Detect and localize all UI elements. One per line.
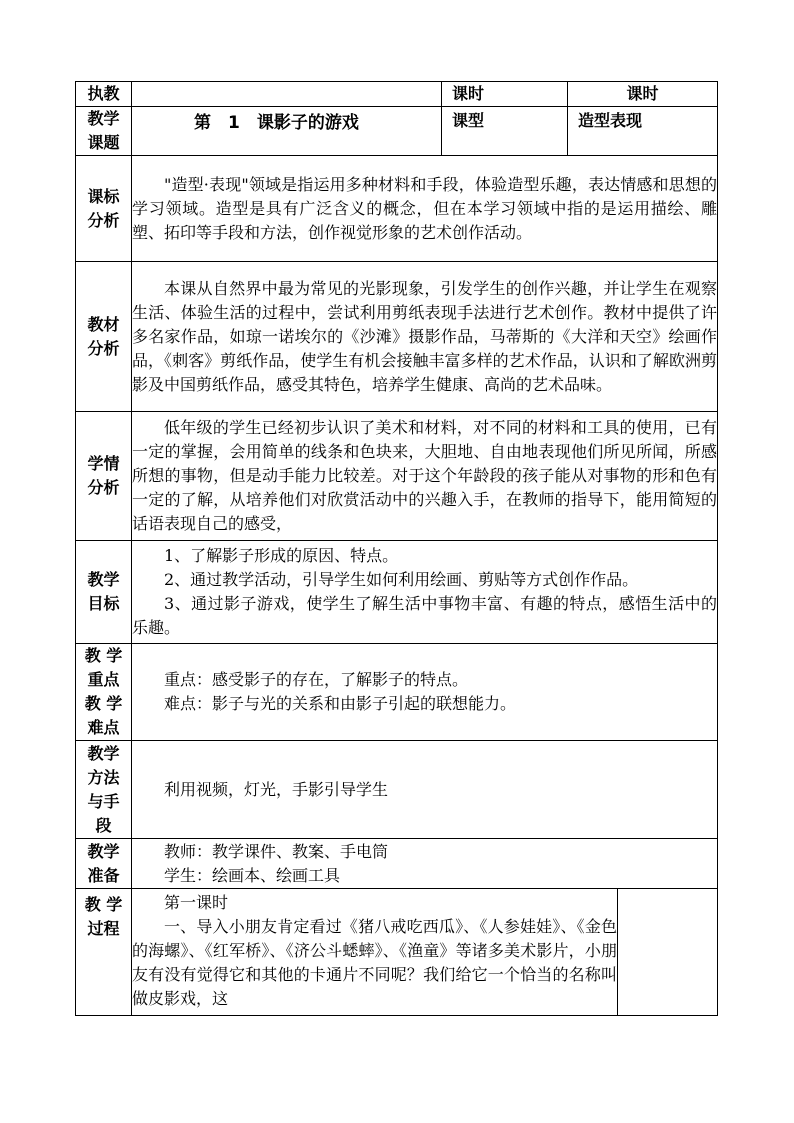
- material-text-cell: [132, 262, 718, 412]
- topic-label: [76, 107, 132, 156]
- label-line: 教 学: [84, 694, 123, 713]
- teacher-label: 执教: [76, 82, 132, 107]
- teacher-value: [132, 82, 442, 107]
- objective-item: 3、通过影子游戏，使学生了解生活中事物丰富、有趣的特点，感悟生活中的乐趣。: [132, 594, 718, 637]
- objective-item: 2、通过教学活动，引导学生如何利用绘画、剪贴等方式创作作品。: [164, 570, 639, 589]
- preparation-label: [76, 839, 132, 889]
- material-label: [76, 262, 132, 412]
- label-line: 方法: [87, 767, 120, 787]
- label-line: 课标: [87, 186, 120, 206]
- label-line: 教学: [87, 841, 120, 861]
- label-line: 目标: [87, 594, 120, 613]
- lesson-title-text: 第 1 课影子的游戏: [194, 113, 359, 133]
- objectives-label: [76, 541, 132, 644]
- period-label: 课时: [442, 82, 568, 107]
- process-text: 一、导入小朋友肯定看过《猪八戒吃西瓜》、《人参娃娃》、《金色的海螺》、《红军桥》、《济公斗蟋蟀》、《渔童》等诸多美术影片，小朋友有没有觉得它和其他的卡通片不同呢？我们给它一个恰当的名称叫做皮影戏，这: [132, 917, 617, 1008]
- label-line: 教学: [87, 109, 120, 128]
- students-text: 低年级的学生已经初步认识了美术和材料，对不同的材料和工具的使用，已有一定的掌握，会用简单的线条和色块来，大胆地、自由地表现他们所见所闻，所感所想的事物，但是动手能力比较差。对于这个年龄段的孩子能从对事物的形和色有一定的了解，从培养他们对欣赏活动中的兴趣入手，在教师的指导下，能用简短的话语表现自己的感受，: [132, 418, 718, 533]
- key-points-cell: [132, 644, 718, 741]
- label-line: 段: [95, 815, 112, 835]
- difficulty-point: 难点：影子与光的关系和由影子引起的联想能力。: [164, 694, 517, 713]
- objectives-row: [76, 541, 718, 644]
- curriculum-label: [76, 156, 132, 262]
- preparation-teacher: 教师：教学课件、教案、手电筒: [164, 841, 389, 861]
- label-line: 分析: [87, 338, 120, 358]
- curriculum-text-cell: [132, 156, 718, 262]
- preparation-cell: [132, 839, 718, 889]
- material-row: [76, 262, 718, 412]
- process-row: [76, 889, 718, 1016]
- curriculum-text: "造型·表现"领域是指运用多种材料和手段，体验造型乐趣，表达情感和思想的学习领域。造型是具有广泛含义的概念，但在本学习领域中指的是运用描绘、雕塑、拓印等手段和方法，创作视觉形象的艺术创作活动。: [132, 174, 718, 242]
- label-line: 教 学: [84, 646, 123, 665]
- label-line: 教 学: [84, 895, 123, 914]
- period-label-2: 课时: [568, 82, 718, 107]
- process-session: 第一课时: [164, 893, 229, 912]
- lesson-plan-table: [75, 81, 718, 1016]
- process-label: [76, 889, 132, 1016]
- methods-text: 利用视频，灯光，手影引导学生: [164, 779, 389, 799]
- curriculum-row: [76, 156, 718, 262]
- label-line: 难点: [87, 718, 120, 737]
- key-point: 重点：感受影子的存在，了解影子的特点。: [164, 670, 469, 689]
- label-line: 分析: [87, 478, 120, 497]
- key-points-label: [76, 644, 132, 741]
- objective-item: 1、了解影子形成的原因、特点。: [164, 546, 399, 565]
- students-text-cell: [132, 412, 718, 541]
- material-text: 本课从自然界中最为常见的光影现象，引发学生的创作兴趣，并让学生在观察生活、体验生活的过程中，尝试利用剪纸表现手法进行艺术创作。教材中提供了许多名家作品，如琼一诺埃尔的《沙滩》摄影作品，马蒂斯的《大洋和天空》绘画作品，《刺客》剪纸作品，使学生有机会接触丰富多样的艺术作品，认识和了解欧洲剪影及中国剪纸作品，感受其特色，培养学生健康、高尚的艺术品味。: [132, 278, 718, 394]
- label-line: 教材: [87, 314, 120, 334]
- type-label: 课型: [442, 107, 568, 156]
- methods-label: [76, 741, 132, 839]
- header-row: [76, 82, 718, 107]
- label-line: 准备: [87, 865, 120, 885]
- preparation-row: [76, 839, 718, 889]
- preparation-student: 学生：绘画本、绘画工具: [164, 865, 341, 885]
- label-line: 课题: [87, 133, 120, 152]
- label-line: 过程: [87, 919, 120, 938]
- label-line: 重点: [87, 670, 120, 689]
- label-line: 教学: [87, 743, 120, 763]
- label-line: 分析: [87, 210, 120, 230]
- label-line: 与手: [87, 791, 120, 811]
- methods-cell: [132, 741, 718, 839]
- lesson-title: [132, 107, 442, 156]
- students-row: [76, 412, 718, 541]
- process-cell: [132, 889, 618, 1016]
- key-points-row: [76, 644, 718, 741]
- topic-row: [76, 107, 718, 156]
- students-label: [76, 412, 132, 541]
- methods-row: [76, 741, 718, 839]
- objectives-cell: [132, 541, 718, 644]
- label-line: 教学: [87, 570, 120, 589]
- process-notes-cell: [618, 889, 718, 1016]
- type-value: 造型表现: [568, 107, 718, 156]
- label-line: 学情: [87, 454, 120, 473]
